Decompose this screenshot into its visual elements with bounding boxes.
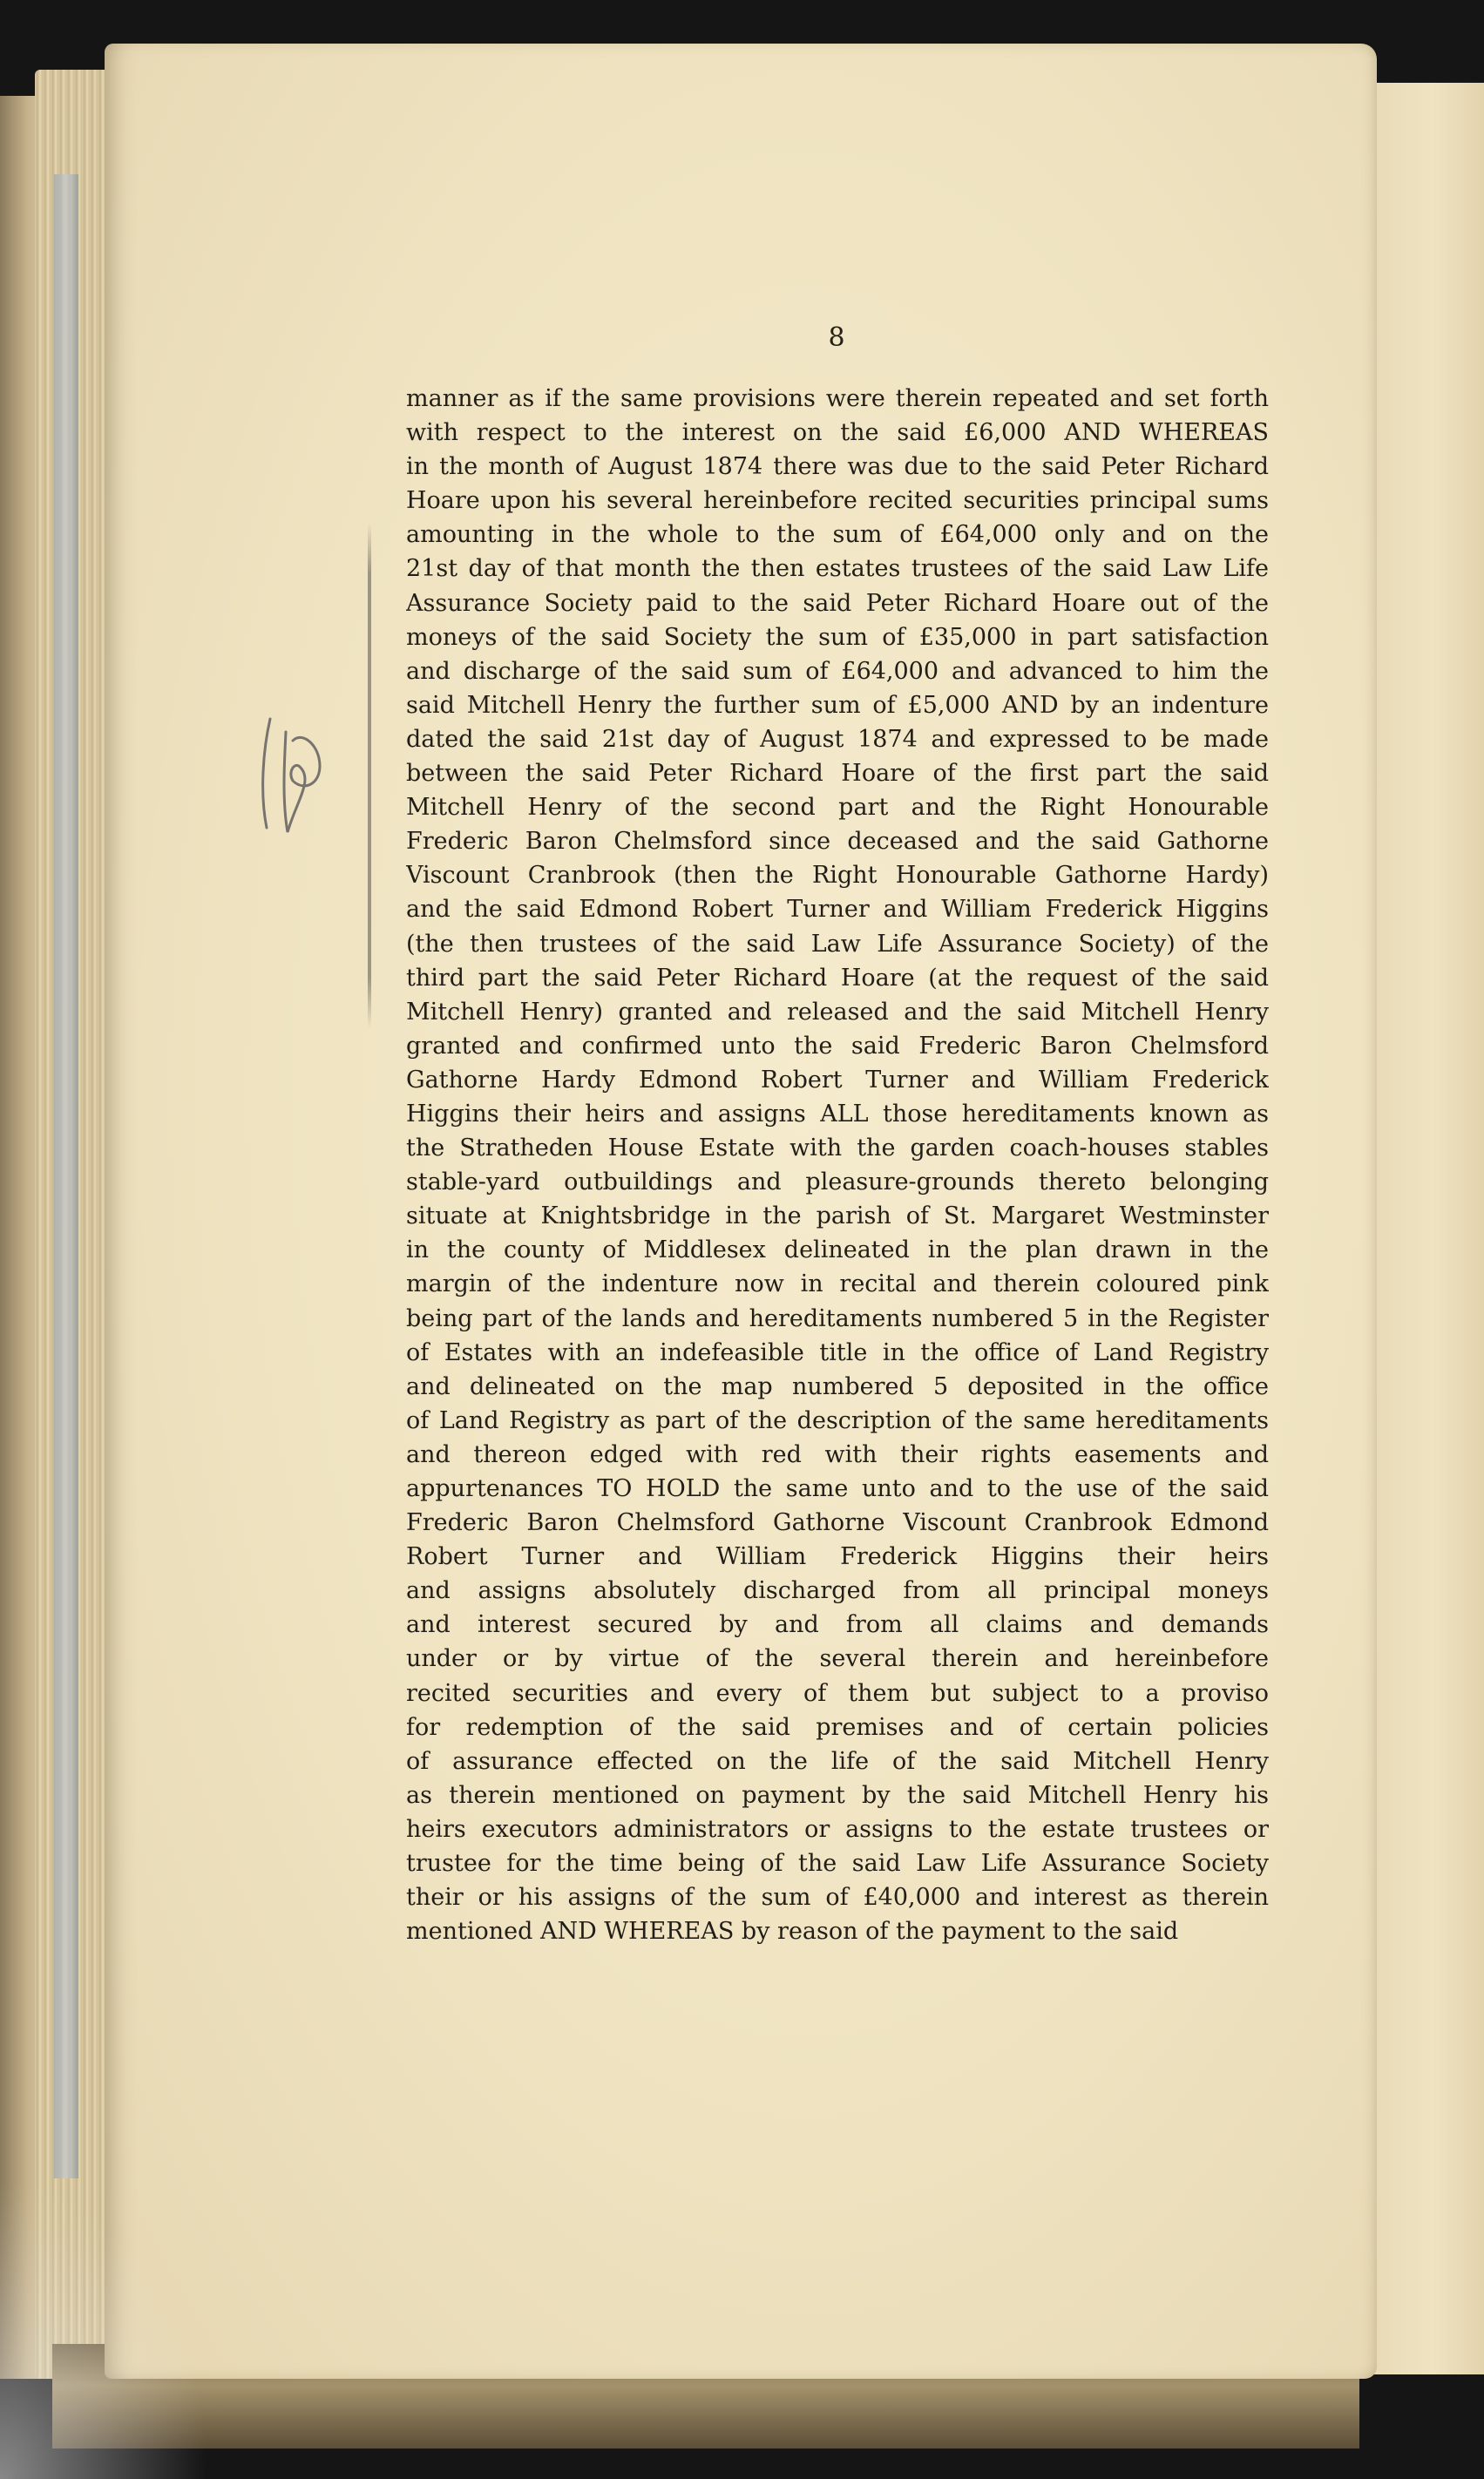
text-line: of Estates with an indefeasible title in the office of Land Registry <box>406 1338 1269 1366</box>
text-line: between the said Peter Richard Hoare of the first part the said <box>406 760 1269 788</box>
text-line: and delineated on the map numbered 5 deposited in the office <box>406 1372 1269 1400</box>
text-line: in the county of Middlesex delineated in the plan drawn in the <box>406 1236 1269 1264</box>
text-line: for redemption of the said premises and of certain policies <box>406 1713 1269 1741</box>
text-line: third part the said Peter Richard Hoare (at the request of the said <box>406 964 1269 992</box>
text-line: situate at Knightsbridge in the parish of St. Margaret Westminster <box>406 1202 1269 1230</box>
text-line: amounting in the whole to the sum of £64,000 only and on the <box>406 521 1269 549</box>
text-line: being part of the lands and hereditaments numbered 5 in the Register <box>406 1304 1269 1332</box>
text-line: Frederic Baron Chelmsford Gathorne Viscount Cranbrook Edmond <box>406 1509 1269 1537</box>
pencil-margin-mark <box>244 697 340 845</box>
pencil-margin-line <box>368 523 371 1028</box>
text-line: of assurance effected on the life of the said Mitchell Henry <box>406 1747 1269 1775</box>
text-line: manner as if the same provisions were therein repeated and set forth <box>406 385 1269 412</box>
text-line: and discharge of the said sum of £64,000 and advanced to him the <box>406 657 1269 685</box>
text-line: and thereon edged with red with their rights easements and <box>406 1440 1269 1468</box>
text-line: as therein mentioned on payment by the said Mitchell Henry his <box>406 1781 1269 1809</box>
text-line: granted and confirmed unto the said Frederic Baron Chelmsford <box>406 1032 1269 1060</box>
text-line: of Land Registry as part of the description of the same hereditaments <box>406 1406 1269 1434</box>
text-line: recited securities and every of them but subject to a proviso <box>406 1679 1269 1707</box>
text-line: appurtenances TO HOLD the same unto and to the use of the said <box>406 1475 1269 1502</box>
text-line: mentioned AND WHEREAS by reason of the payment to the said <box>406 1918 1179 1946</box>
text-line: Viscount Cranbrook (then the Right Honourable Gathorne Hardy) <box>406 862 1269 890</box>
text-line: the Stratheden House Estate with the garden coach-houses stables <box>406 1135 1269 1162</box>
body-text <box>406 382 1269 1948</box>
page-number: 8 <box>828 322 845 353</box>
text-line: Hoare upon his several hereinbefore recited securities principal sums <box>406 487 1269 515</box>
text-line: and the said Edmond Robert Turner and William Frederick Higgins <box>406 896 1269 924</box>
text-line: under or by virtue of the several therein and hereinbefore <box>406 1645 1269 1673</box>
text-line: Mitchell Henry) granted and released and the said Mitchell Henry <box>406 998 1269 1026</box>
text-line: heirs executors administrators or assigns to the estate trustees or <box>406 1815 1269 1843</box>
text-line: Higgins their heirs and assigns ALL those hereditaments known as <box>406 1100 1269 1128</box>
text-line: and interest secured by and from all claims and demands <box>406 1611 1269 1639</box>
text-line: Gathorne Hardy Edmond Robert Turner and William Frederick <box>406 1066 1269 1094</box>
text-line: Assurance Society paid to the said Peter Richard Hoare out of the <box>406 589 1269 617</box>
text-line: in the month of August 1874 there was due to the said Peter Richard <box>406 453 1269 481</box>
text-line: their or his assigns of the sum of £40,000 and interest as therein <box>406 1884 1269 1912</box>
text-line: 21st day of that month the then estates trustees of the said Law Life <box>406 555 1269 583</box>
text-line: Frederic Baron Chelmsford since deceased and the said Gathorne <box>406 828 1269 856</box>
text-line: with respect to the interest on the said £6,000 AND WHEREAS <box>406 419 1269 447</box>
text-line: (the then trustees of the said Law Life Assurance Society) of the <box>406 930 1269 958</box>
text-line: moneys of the said Society the sum of £35,000 in part satisfaction <box>406 623 1269 651</box>
text-line: stable-yard outbuildings and pleasure-grounds thereto belonging <box>406 1168 1269 1196</box>
text-line: dated the said 21st day of August 1874 and expressed to be made <box>406 725 1269 753</box>
blue-flyleaf-edge <box>54 174 78 2178</box>
text-line: said Mitchell Henry the further sum of £5,000 AND by an indenture <box>406 691 1269 719</box>
text-line: margin of the indenture now in recital and therein coloured pink <box>406 1270 1269 1298</box>
text-line: Mitchell Henry of the second part and the Right Honourable <box>406 794 1269 822</box>
scan-glare <box>0 2178 209 2479</box>
text-line: Robert Turner and William Frederick Higgins their heirs <box>406 1543 1269 1571</box>
text-line: trustee for the time being of the said Law Life Assurance Society <box>406 1850 1269 1878</box>
text-line: and assigns absolutely discharged from all principal moneys <box>406 1577 1269 1605</box>
